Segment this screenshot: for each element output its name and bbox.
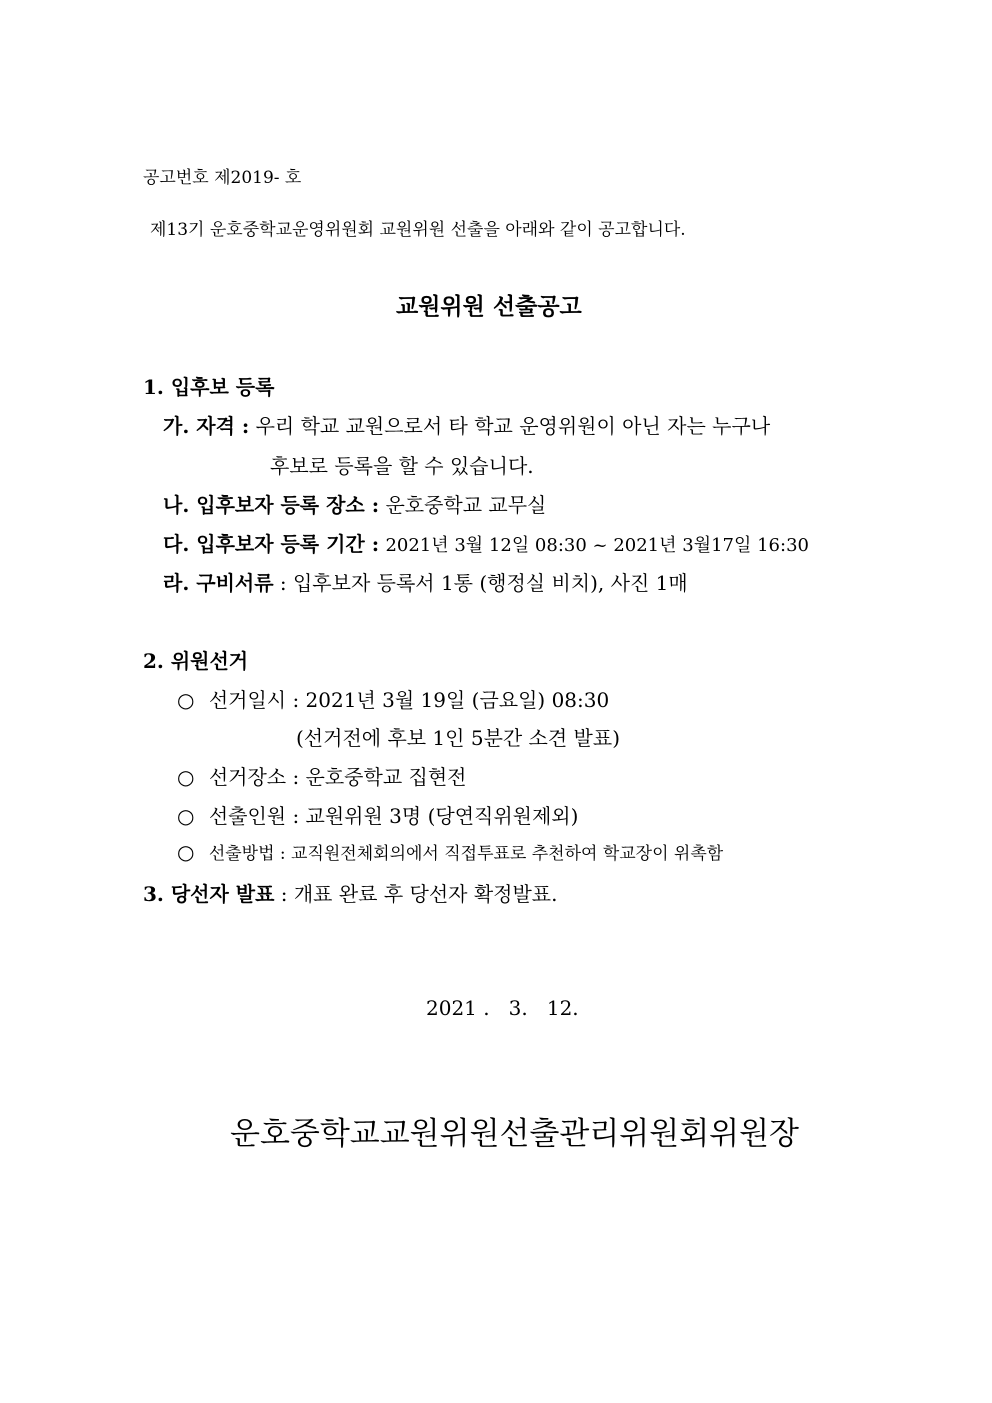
- section2-item-datetime: [177, 684, 609, 713]
- signature-line: 운호중학교교원위원선출관리위원회위원장: [230, 1116, 799, 1152]
- item-label: 다. 입후보자 등록 기간 :: [163, 532, 380, 556]
- document-title: 교원위원 선출공고: [396, 293, 582, 320]
- section1-heading: 1. 입후보 등록: [143, 375, 275, 399]
- item-label: 가. 자격 :: [163, 414, 250, 438]
- section3-label: 3. 당선자 발표: [143, 882, 275, 906]
- item-text: : 입후보자 등록서 1통 (행정실 비치), 사진 1매: [279, 571, 688, 595]
- item-text: 선거일시 : 2021년 3월 19일 (금요일) 08:30: [208, 688, 610, 712]
- item-text: 운호중학교 교무실: [385, 493, 547, 517]
- item-text: 선출방법 : 교직원전체회의에서 직접투표로 추천하여 학교장이 위촉함: [208, 844, 724, 864]
- section1-item-qualification-cont: 후보로 등록을 할 수 있습니다.: [270, 454, 534, 478]
- section3-text: : 개표 완료 후 당선자 확정발표.: [280, 882, 558, 906]
- item-text: 2021년 3월 12일 08:30 ~ 2021년 3월17일 16:30: [385, 535, 809, 556]
- section2-item-count: [177, 800, 578, 829]
- section2-item-place: [177, 761, 466, 790]
- item-text: 선출인원 : 교원위원 3명 (당연직위원제외): [208, 804, 579, 828]
- item-label: 나. 입후보자 등록 장소 :: [163, 493, 380, 517]
- notice-number: 공고번호 제2019- 호: [143, 168, 302, 188]
- section1-item-documents: [163, 567, 688, 596]
- item-label: 라. 구비서류: [163, 571, 274, 595]
- intro-text: 제13기 운호중학교운영위원회 교원위원 선출을 아래와 같이 공고합니다.: [150, 220, 686, 240]
- section2-heading: 2. 위원선거: [143, 649, 249, 673]
- document-date: 2021 . 3. 12.: [426, 996, 579, 1020]
- bullet-icon: ○: [177, 765, 195, 789]
- section1-item-qualification: [163, 410, 770, 439]
- bullet-icon: ○: [177, 688, 195, 712]
- item-text: 우리 학교 교원으로서 타 학교 운영위원이 아닌 자는 누구나: [255, 414, 771, 438]
- section1-item-place: [163, 489, 546, 518]
- section2-item-datetime-note: (선거전에 후보 1인 5분간 소견 발표): [296, 726, 621, 750]
- bullet-icon: ○: [177, 840, 195, 864]
- item-text: 선거장소 : 운호중학교 집현전: [208, 765, 467, 789]
- section2-item-method: [177, 839, 723, 864]
- section1-item-period: [163, 528, 809, 557]
- bullet-icon: ○: [177, 804, 195, 828]
- section3-announcement: [143, 878, 558, 907]
